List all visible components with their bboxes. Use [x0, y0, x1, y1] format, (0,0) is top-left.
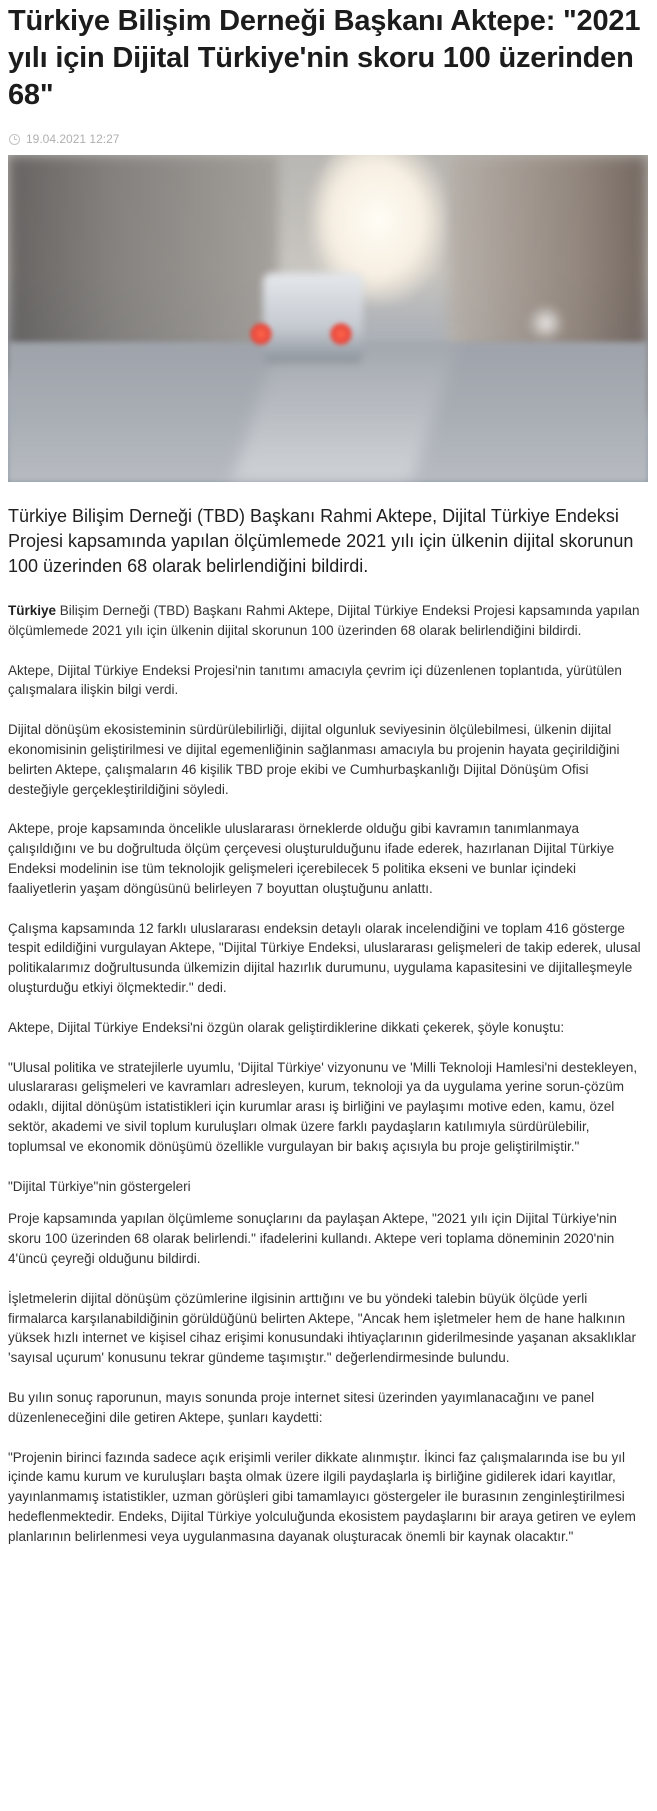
body-paragraph	[8, 601, 648, 641]
hero-image-glare	[528, 305, 564, 341]
body-paragraph-text: Bilişim Derneği (TBD) Başkanı Rahmi Aktepe, Dijital Türkiye Endeksi Projesi kapsamında yapılan ölçümlemede 2021 yılı için ülkenin dijital skorunun 100 üzerinden 68 olarak belirlendiğini bildirdi.	[8, 603, 640, 638]
article-title: Türkiye Bilişim Derneği Başkanı Aktepe: "2021 yılı için Dijital Türkiye'nin skoru 100 üzerinden 68"	[8, 5, 641, 111]
body-quote: "Ulusal politika ve stratejilerle uyumlu, 'Dijital Türkiye' vizyonunu ve 'Milli Teknoloji Hamlesi'ni destekleyen, uluslararası gelişmeleri ve kavramları adresleyen, kurum, teknoloji ya da uygulama yerine sorun-çözüm odaklı, dijital dönüşüm istatistikleri için kurumlar arası iş birliğini ve paylaşımı motive eden, kamu, özel sektör, akademi ve sivil toplum kuruluşları olmak üzere farklı paydaşların katılımıyla sürdürülebilir, toplumsal ve ekonomik dönüşümü özellikle vurgulayan bir bakış açısıyla bu proje geliştirilmiştir."	[8, 1059, 638, 1154]
publish-date: 19.04.2021 12:27	[26, 132, 120, 146]
body-paragraph: Aktepe, Dijital Türkiye Endeksi'ni özgün olarak geliştirdiklerine dikkati çekerek, şöyle konuştu:	[8, 1019, 565, 1035]
body-paragraph: Proje kapsamında yapılan ölçümleme sonuçlarını da paylaşan Aktepe, "2021 yılı için Dijital Türkiye'nin skoru 100 üzerinden 68 olarak belirlendi." ifadelerini kullandı. Aktepe veri toplama döneminin 2020'nin 4'üncü çeyreği olduğunu bildirdi.	[8, 1211, 617, 1266]
article-lead: Türkiye Bilişim Derneği (TBD) Başkanı Rahmi Aktepe, Dijital Türkiye Endeksi Projesi kapsamında yapılan ölçümlemede 2021 yılı için ülkenin dijital skorunun 100 üzerinden 68 olarak belirlendiğini bildirdi.	[8, 506, 634, 576]
hero-image	[8, 155, 648, 482]
body-paragraph: Aktepe, Dijital Türkiye Endeksi Projesi'nin tanıtımı amacıyla çevrim içi düzenlenen toplantıda, yürütülen çalışmalara ilişkin bilgi verdi.	[8, 662, 622, 698]
hero-image-bus	[263, 273, 363, 363]
body-paragraph: İşletmelerin dijital dönüşüm çözümlerine ilgisinin arttığını ve bu yöndeki talebin büyük ölçüde yerli firmalarca karşılanabildiğinin görüldüğünü belirten Aktepe, "Ancak hem işletmeler hem de hane halkının yüksek hızlı internet ve kişisel cihaz erişimi konusundaki ihtiyaçlarının giderilmesinde yaşanan aksaklıklar 'sayısal uçurum' konusunu tekrar gündeme taşımıştır." değerlendirmesinde bulundu.	[8, 1290, 637, 1366]
hero-image-tail-light	[250, 323, 272, 345]
body-paragraph: Aktepe, proje kapsamında öncelikle uluslararası örneklerde olduğu gibi kavramın tanımlanmaya çalışıldığını ve bu doğrultuda ölçüm çerçevesi oluşturulduğunu ifade ederek, hazırlanan Dijital Türkiye Endeksi modelinin ise tüm teknolojik gelişmeleri içerebilecek 5 politika ekseni ve bunlar içindeki faaliyetlerin yaşam döngüsünü belirleyen 7 boyuttan oluştuğunu anlattı.	[8, 821, 615, 896]
section-subheading: "Dijital Türkiye"nin göstergeleri	[8, 1178, 191, 1194]
clock-icon	[9, 134, 20, 145]
article-meta	[8, 130, 648, 148]
body-quote: "Projenin birinci fazında sadece açık erişimli veriler dikkate alınmıştır. İkinci faz çalışmalarında ise bu yıl içinde kamu kurum ve kuruluşları başta olmak üzere ilgili paydaşlarla iş birliğine gidilerek idari kayıtlar, yayınlanmamış istatistikler, uzman görüşleri gibi tamamlayıcı göstergeler ile burasının zenginleştirilmesi hedeflenmektedir. Endeks, Dijital Türkiye yolculuğunda ekosistem paydaşlarını bir araya getiren ve eylem planlarının belirlenmesi veya uygulanmasına dayanak oluşturacak önemli bir kaynak olacaktır."	[8, 1449, 636, 1544]
body-paragraph: Bu yılın sonuç raporunun, mayıs sonunda proje internet sitesi üzerinden yayımlanacağını ve panel düzenleneceğini dile getiren Aktepe, şunları kaydetti:	[8, 1389, 595, 1425]
body-paragraph: Dijital dönüşüm ekosisteminin sürdürülebilirliği, dijital olgunluk seviyesinin ölçülebilmesi, ülkenin dijital ekonomisinin geliştirilmesi ve dijital egemenliğinin sağlanması amacıyla bu projenin hayata geçirildiğini belirten Aktepe, çalışmaların 46 kişilik TBD proje ekibi ve Cumhurbaşkanlığı Dijital Dönüşüm Ofisi desteğiyle gerçekleştirildiğini söyledi.	[8, 722, 620, 797]
hero-image-tail-light	[330, 323, 352, 345]
article-body	[8, 601, 648, 1546]
body-paragraph: Çalışma kapsamında 12 farklı uluslararası endeksin detaylı olarak incelendiğini ve toplam 416 gösterge tespit edildiğini vurgulayan Aktepe, "Dijital Türkiye Endeksi, uluslararası gelişmeleri de takip ederek, ulusal politikalarımız doğrultusunda ülkemizin dijital hazırlık durumunu, uygulama kapasitesini ve dijitalleşmeyle oluşturduğu etkiyi ölçmektedir." dedi.	[8, 920, 641, 995]
body-paragraph-bold: Türkiye	[8, 603, 57, 618]
